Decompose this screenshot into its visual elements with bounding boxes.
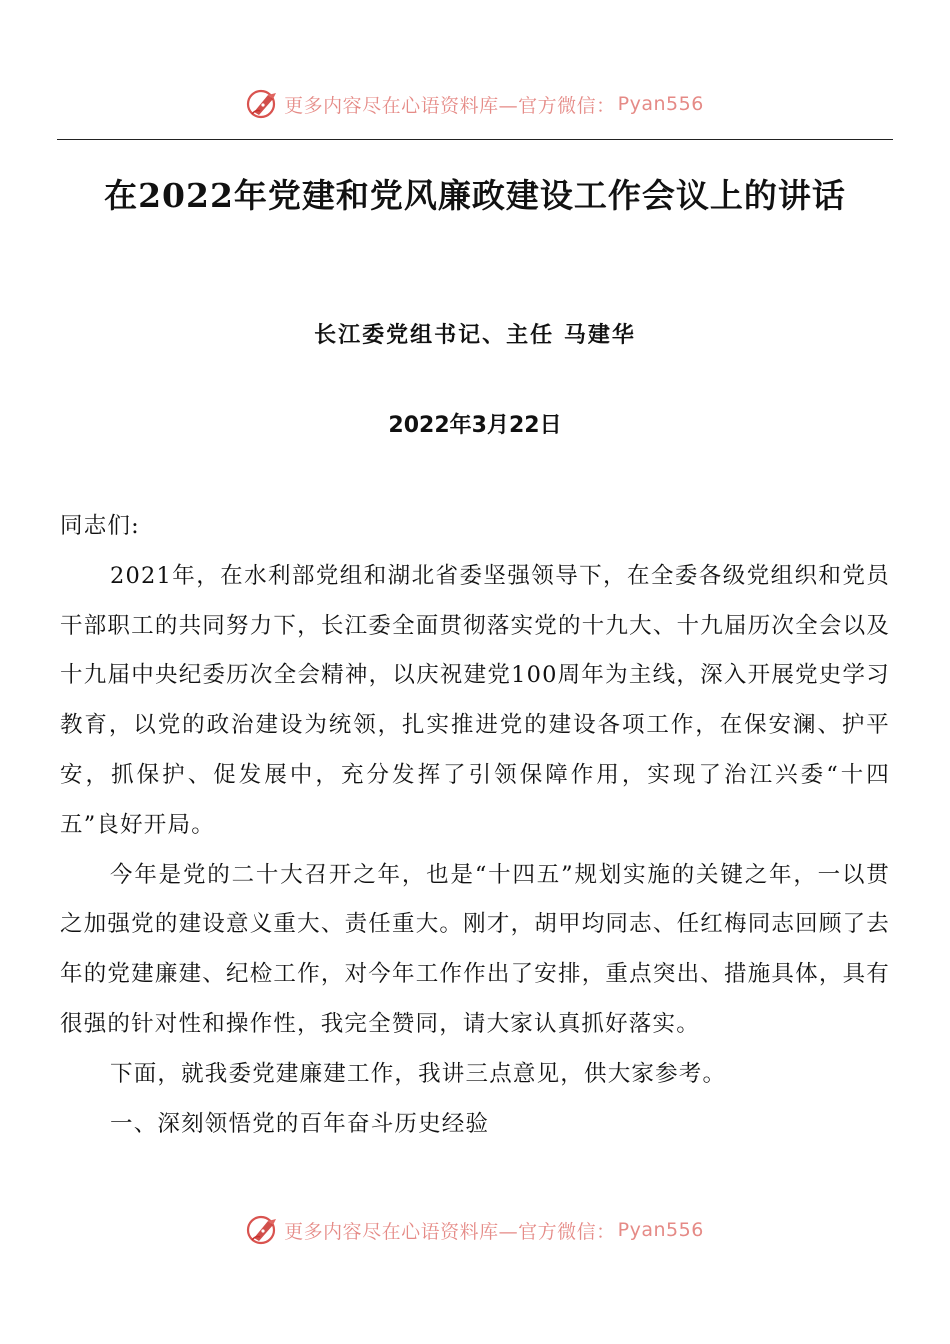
header-banner	[0, 84, 950, 124]
document-title: 在2022年党建和党风廉政建设工作会议上的讲话	[104, 176, 846, 215]
speech-date: 2022年3月22日	[388, 413, 562, 438]
paragraph: 2021年，在水利部党组和湖北省委坚强领导下，在全委各级党组织和党员干部职工的共同努力下，长江委全面贯彻落实党的十九大、十九届历次全会以及十九届中央纪委历次全会精神，以庆祝建党100周年为主线，深入开展党史学习教育，以党的政治建设为统领，扎实推进党的建设各项工作，在保安澜、护平安，抓保护、促发展中，充分发挥了引领保障作用，实现了治江兴委“十四五”良好开局。	[60, 562, 890, 838]
paragraph: 下面，就我委党建廉建工作，我讲三点意见，供大家参考。	[110, 1060, 727, 1087]
wechat-handle: Pyan556	[617, 93, 704, 115]
paragraph: 今年是党的二十大召开之年，也是“十四五”规划实施的关键之年，一以贯之加强党的建设意义重大、责任重大。刚才，胡甲均同志、任红梅同志回顾了去年的党建廉建、纪检工作，对今年工作作出了安排，重点突出、措施具体，具有很强的针对性和操作性，我完全赞同，请大家认真抓好落实。	[60, 861, 890, 1037]
pen-nib-logo-icon	[246, 87, 280, 121]
banner-text: 更多内容尽在心语资料库—官方微信：	[284, 1220, 616, 1243]
banner-text: 更多内容尽在心语资料库—官方微信：	[284, 94, 616, 117]
header-divider	[57, 139, 893, 140]
pen-nib-logo-icon	[246, 1213, 280, 1247]
author-line: 长江委党组书记、主任 马建华	[314, 322, 636, 348]
salutation: 同志们:	[60, 513, 140, 539]
document-body	[60, 502, 890, 1149]
wechat-handle: Pyan556	[617, 1219, 704, 1241]
footer-banner	[0, 1210, 950, 1250]
section-heading: 一、深刻领悟党的百年奋斗历史经验	[110, 1110, 490, 1137]
